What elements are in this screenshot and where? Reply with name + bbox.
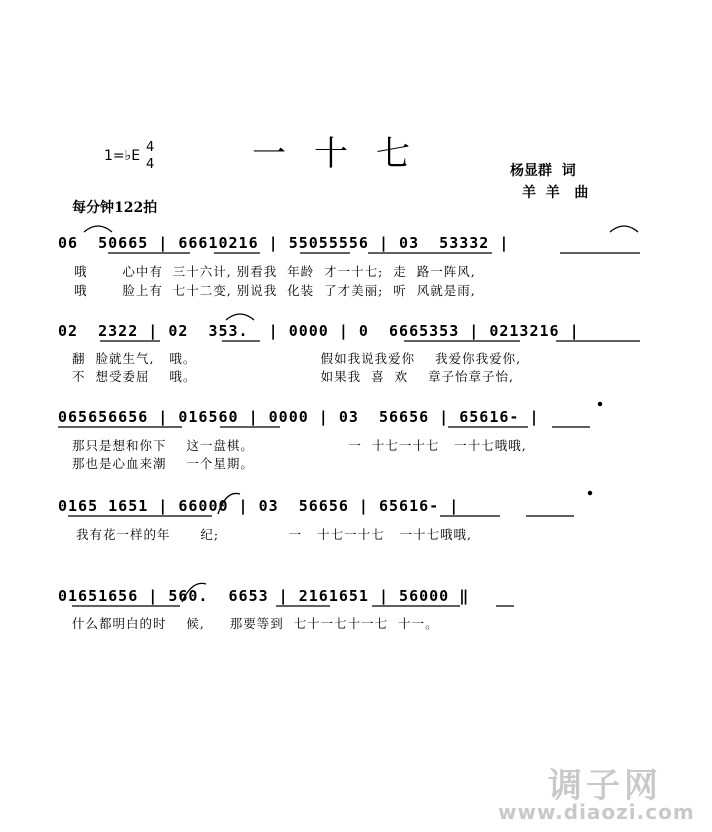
time-signature-top: 4 bbox=[146, 140, 155, 155]
lyricist-credit: 杨显群 词 bbox=[510, 163, 576, 179]
composer-credit: 羊 羊 曲 bbox=[522, 185, 589, 201]
notes-row-4: 0165 1651 | 66000 | 03 56656 | 65616- | bbox=[58, 497, 460, 515]
watermark-url: www.diaozi.com bbox=[498, 800, 695, 824]
notes-row-1: 06 50665 | 66610216 | 55055556 | 03 53332 | bbox=[58, 234, 510, 252]
key-signature: 1=♭E bbox=[104, 148, 141, 164]
lyrics-row-3-verse-2: 那也是心血来潮 一个星期。 bbox=[72, 456, 254, 471]
lyrics-row-1-verse-1: 哦 心中有 三十六计, 别看我 年龄 才一十七; 走 路一阵风, bbox=[74, 264, 476, 279]
lyrics-row-1-verse-2: 哦 脸上有 七十二变, 别说我 化装 了才美丽; 听 风就是雨, bbox=[74, 283, 476, 298]
notes-row-5: 01651656 | 560. 6653 | 2161651 | 56000 ‖ bbox=[58, 587, 470, 605]
song-title: 一十七 bbox=[252, 134, 438, 174]
time-signature-bottom: 4 bbox=[146, 157, 155, 172]
notes-row-2: 02 2322 | 02 353. | 0000 | 0 6665353 | 0213216 | bbox=[58, 322, 580, 340]
lyrics-row-2-verse-2: 不 想受委屈 哦。 如果我 喜 欢 章子怡章子怡, bbox=[72, 369, 514, 384]
notes-row-3: 065656656 | 016560 | 0000 | 03 56656 | 65616- | bbox=[58, 408, 540, 426]
lyrics-row-4-verse-1: 我有花一样的年 纪; 一 十七一十七 一十七哦哦, bbox=[76, 527, 472, 542]
lyrics-row-3-verse-1: 那只是想和你下 这一盘棋。 一 十七一十七 一十七哦哦, bbox=[72, 438, 527, 453]
lyrics-row-5-verse-1: 什么都明白的时 候, 那要等到 七十一七十一七 十一。 bbox=[72, 616, 439, 631]
watermark-logo: 调子网 bbox=[548, 766, 662, 806]
lyrics-row-2-verse-1: 翻 脸就生气, 哦。 假如我说我爱你 我爱你我爱你, bbox=[72, 351, 522, 366]
tempo-marking: 每分钟122拍 bbox=[72, 200, 158, 216]
